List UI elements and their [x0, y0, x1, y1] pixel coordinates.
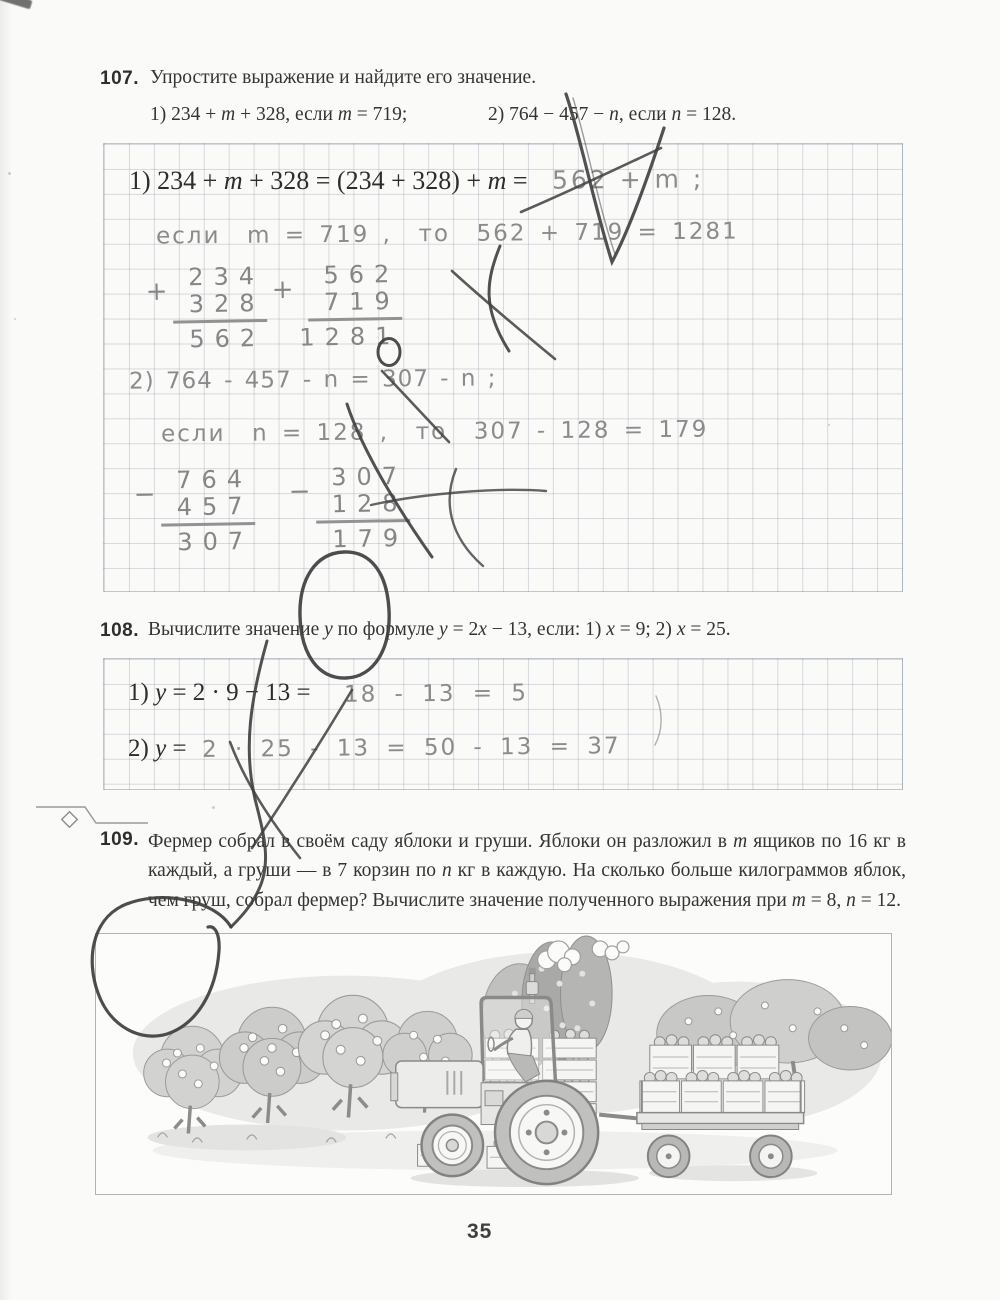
scan-speck	[8, 172, 11, 175]
addend-bottom: 719	[308, 288, 402, 322]
plus-sign: +	[145, 276, 168, 308]
column-addition-2	[271, 261, 402, 352]
work-107-line2-handwritten: если m = 719 , то 562 + 719 = 1281	[155, 218, 739, 250]
graph-paper-107	[103, 143, 903, 592]
work-108-line2-printed: 2) y =	[128, 735, 187, 762]
problem-107-item-1: 1) 234 + m + 328, если m = 719;	[150, 104, 408, 125]
work-107-line4-handwritten: если n = 128 , то 307 - 128 = 179	[160, 416, 709, 448]
work-107-line3-handwritten: 2) 764 - 457 - n = 307 - n ;	[128, 365, 497, 395]
graph-paper-108	[103, 658, 903, 790]
work-108-line2-handwritten: 2 · 25 - 13 = 50 - 13 = 37	[201, 733, 621, 763]
trailer-wheel	[750, 1135, 792, 1177]
minus-sign: −	[288, 476, 311, 508]
problem-109-number: 109.	[100, 829, 139, 850]
orchard-illustration-frame	[95, 933, 892, 1195]
addend-bottom: 328	[172, 290, 266, 324]
problem-107-number: 107.	[100, 68, 139, 89]
column-subtraction-1	[133, 466, 255, 557]
minuend: 307	[331, 461, 408, 492]
subtrahend: 457	[160, 493, 254, 527]
work-107-line1-handwritten: 562 + m ;	[551, 164, 705, 195]
trailer-wheel	[648, 1135, 690, 1177]
problem-107-title: Упростите выражение и найдите его значение.	[150, 67, 537, 88]
tractor-rear-wheel	[495, 1081, 598, 1184]
minuend: 764	[176, 464, 253, 495]
difference-result: 179	[332, 523, 409, 554]
sum-result: 1281	[299, 321, 401, 352]
orchard-illustration	[96, 934, 891, 1194]
subtrahend: 128	[315, 490, 409, 524]
work-107-line1-printed: 1) 234 + m + 328 = (234 + 328) + m =	[129, 166, 528, 195]
column-subtraction-2	[288, 463, 410, 554]
problem-109-text: Фермер собрал в своём саду яблоки и груши. Яблоки он разложил в m ящиков по 16 кг в каждый, а груши — в 7 корзин по n кг в каждую. На сколько больше килограммов яблок, чем груш, собрал фермер? Вычислите значение полученного выражения при m = 8, n = 12.	[148, 831, 907, 911]
plus-sign: +	[271, 274, 294, 306]
sum-result: 562	[189, 323, 266, 354]
addend-top: 562	[323, 259, 400, 290]
problem-107-item-2: 2) 764 − 457 − n, если n = 128.	[488, 104, 737, 125]
page-number: 35	[467, 1220, 493, 1243]
minus-sign: −	[133, 479, 156, 511]
diamond-icon	[62, 812, 78, 828]
problem-108-title: Вычислите значение y по формуле y = 2x − 13, если: 1) x = 9; 2) x = 25.	[148, 619, 731, 640]
scan-speck	[14, 318, 16, 320]
scan-speck	[212, 806, 215, 809]
difference-result: 307	[177, 526, 254, 557]
addend-top: 234	[188, 261, 265, 292]
tractor-front-wheel	[422, 1115, 484, 1177]
column-addition-1	[145, 263, 267, 354]
work-108-line1-printed: 1) y = 2 · 9 − 13 =	[128, 679, 311, 706]
scan-edge-streak	[0, 0, 12, 1300]
problem-108-number: 108.	[100, 620, 139, 641]
work-108-line1-handwritten: 18 - 13 = 5	[343, 680, 529, 708]
section-separator	[30, 795, 160, 837]
